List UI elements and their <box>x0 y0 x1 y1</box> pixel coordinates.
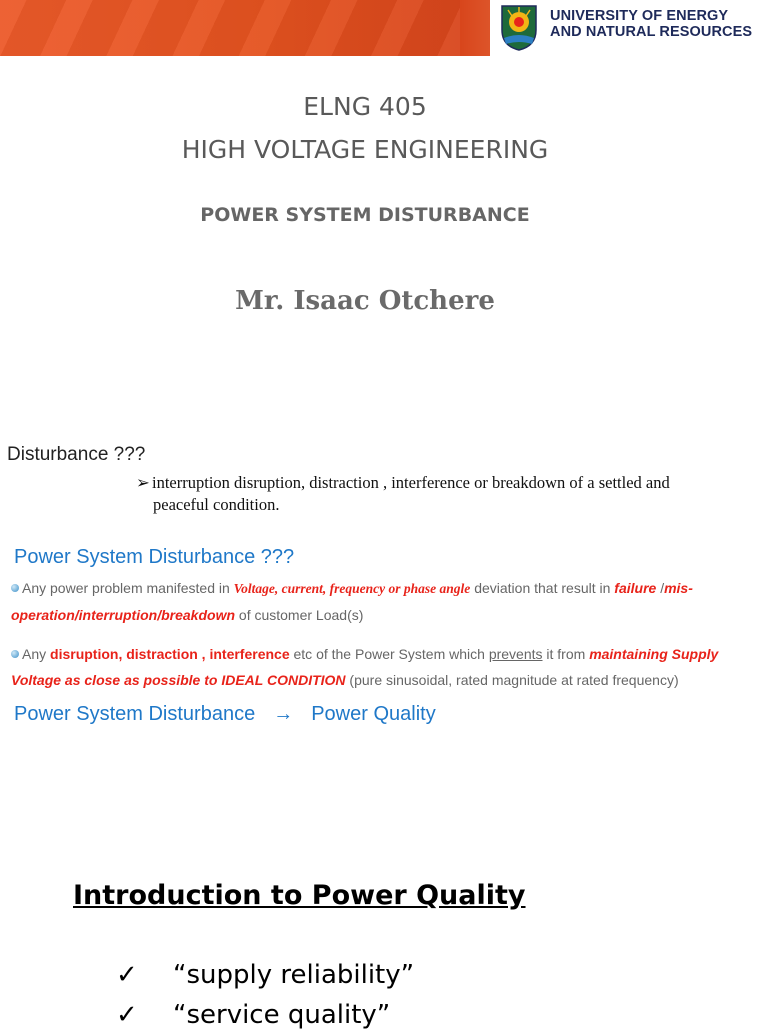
list-item <box>116 1000 390 1030</box>
checkmark-icon: ✓ <box>116 960 138 990</box>
para1-emphasis-mis: mis- <box>664 580 693 596</box>
university-logo-block <box>490 0 768 56</box>
intro-title: Introduction to Power Quality <box>73 880 526 911</box>
para1-emphasis-quantities: Voltage, current, frequency or phase angle <box>233 581 471 596</box>
university-name-line1: UNIVERSITY OF ENERGY <box>550 8 729 24</box>
para1-slash: / <box>656 580 665 596</box>
para2-text-1: Any <box>22 646 51 662</box>
checkmark-icon: ✓ <box>116 1000 138 1030</box>
arrow-bullet-icon: ➢ <box>136 473 150 492</box>
university-crest-icon <box>498 2 540 52</box>
lecturer-name: Mr. Isaac Otchere <box>235 286 495 316</box>
para1-emphasis-failure: failure <box>614 580 657 596</box>
course-code: ELNG 405 <box>303 92 427 121</box>
definition-line-2: peaceful condition. <box>153 495 280 514</box>
header-banner <box>0 0 768 56</box>
psd-relation <box>14 703 436 726</box>
list-item-label: “supply reliability” <box>173 960 415 990</box>
topic-title: POWER SYSTEM DISTURBANCE <box>200 204 530 226</box>
course-title: HIGH VOLTAGE ENGINEERING <box>181 135 549 164</box>
list-item <box>116 960 414 990</box>
para1-text-2: deviation that result in <box>470 580 615 596</box>
para2-text-3: it from <box>542 646 590 662</box>
bullet-dot-icon <box>11 584 19 592</box>
right-arrow-icon: → <box>273 703 294 725</box>
relation-right: Power Quality <box>311 703 436 725</box>
relation-left: Power System Disturbance <box>14 703 256 725</box>
para1-emphasis-operation: operation/interruption/breakdown <box>11 607 236 623</box>
para2-emphasis-maintaining: maintaining Supply <box>589 646 719 662</box>
disturbance-heading: Disturbance ??? <box>7 444 146 465</box>
para1-text-3: of customer Load(s) <box>235 607 364 623</box>
para2-text-2: etc of the Power System which <box>289 646 489 662</box>
power-system-disturbance-heading: Power System Disturbance ??? <box>14 546 295 568</box>
psd-definition-paragraph <box>11 575 756 628</box>
para2-text-4: (pure sinusoidal, rated magnitude at rated frequency) <box>345 672 679 688</box>
para2-emphasis-disruption: disruption, distraction , interference <box>50 646 290 662</box>
banner-pattern <box>0 0 460 56</box>
para1-text-1: Any power problem manifested in <box>22 580 234 596</box>
para2-emphasis-ideal-condition: Voltage as close as possible to IDEAL CONDITION <box>11 672 346 688</box>
psd-condition-paragraph <box>11 641 756 693</box>
bullet-dot-icon <box>11 650 19 658</box>
para2-underlined-prevents: prevents <box>488 646 543 662</box>
list-item-label: “service quality” <box>173 1000 391 1030</box>
disturbance-definition <box>136 472 756 516</box>
definition-line-1: interruption disruption, distraction , interference or breakdown of a settled and <box>152 473 670 492</box>
university-name-line2: AND NATURAL RESOURCES <box>550 24 753 40</box>
